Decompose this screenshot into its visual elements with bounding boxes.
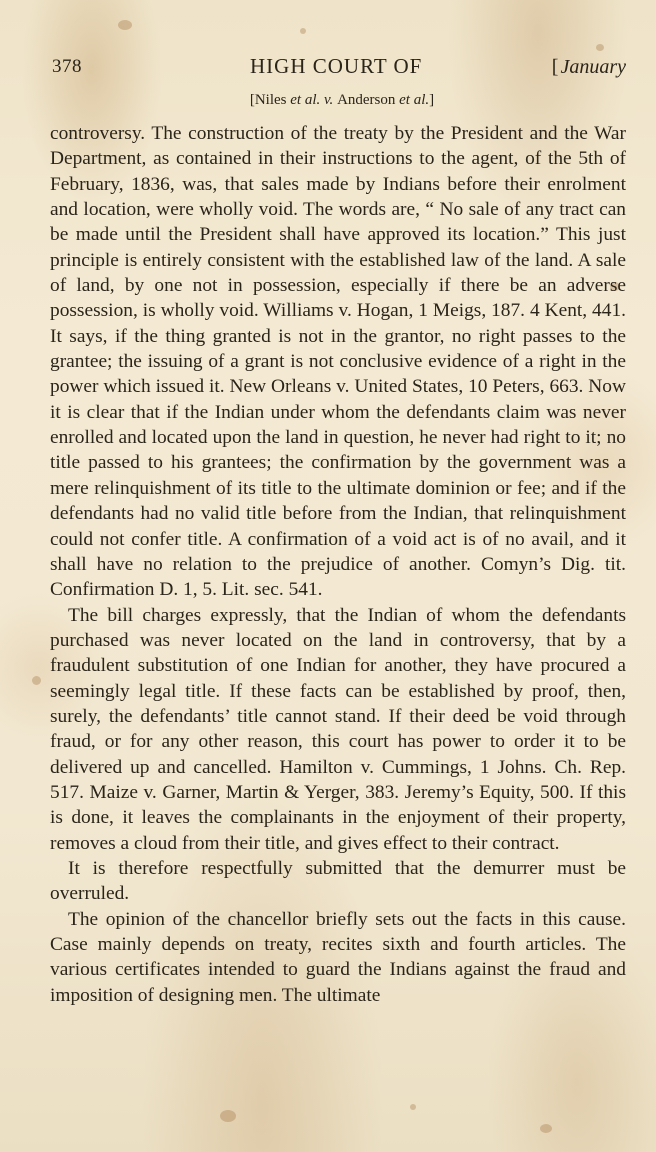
header-date [552,56,626,79]
page-header [0,52,656,84]
paragraph: The opinion of the chancellor briefly sets out the facts in this cause. Case mainly depends on treaty, recites sixth and fourth articles. The various certificates intended to guard the Indians against the fraud and imposition of designing men. The ultimate [50,908,626,1006]
caption-close-bracket: ] [429,92,435,108]
paragraph: controversy. The construction of the treaty by the President and the War Department, as contained in their instructions to the agent, of the 5th of February, 1836, was, that sales made by Indians before their enrolment and location, were wholly void. The words are, “ No sale of any tract can be made until the President shall have approved its location.” This just principle is entirely consistent with the established law of the land. A sale of land, by one not in possession, especially if there be an adverse possession, is wholly void. Williams v. Hogan, 1 Meigs, 187. 4 Kent, 441. It says, if the thing granted is not in the grantor, no right passes to the grantee; the issuing of a grant is not conclusive evidence of a right in the power which issued it. New Orleans v. United States, 10 Peters, 663. Now it is clear that if the Indian under whom the defendants claim was never enrolled and located upon the land in question, he never had right to it; no title passed to his grantees; the confirmation by the government was a mere relinquishment of its title to the ultimate dominion or fee; and if the defendants had no valid title before from the Indian, that relinquishment could not confer title. A confirmation of a void act is of no avail, and it shall have no relation to the prejudice of another. Comyn’s Dig. tit. Confirmation D. 1, 5. Lit. sec. 541. [50,123,626,601]
foxing-spot [540,1124,552,1133]
page-body [50,121,626,1008]
caption-et-al-2: et al. [399,92,430,108]
paragraph: The bill charges expressly, that the Indian of whom the defendants purchased was never located on the land in controversy, that by a fraudulent substitution of one Indian for another, they have procured a seemingly legal title. If these facts can be established by proof, then, surely, the defendants’ title cannot stand. If their deed be void through fraud, or for any other reason, this court has power to order it to be delivered up and cancelled. Hamilton v. Cummings, 1 Johns. Ch. Rep. 517. Maize v. Garner, Martin & Yerger, 383. Jeremy’s Equity, 500. If this is done, it leaves the complainants in the enjoyment of their property, removes a cloud from their title, and gives effect to their contract. [50,604,626,854]
caption-defendant: Anderson [337,92,400,108]
caption-open-bracket: [ [249,92,255,108]
header-date-bracket: [ [551,56,559,78]
foxing-spot [410,1104,416,1110]
paragraph: It is therefore respectfully submitted that the demurrer must be overruled. [50,857,626,905]
foxing-spot [300,28,306,34]
page-number: 378 [52,56,82,77]
foxing-spot [32,676,41,685]
foxing-spot [220,1110,236,1122]
foxing-spot [596,44,604,51]
header-date-text: January [560,56,626,78]
caption-et-al-1: et al. [290,92,321,108]
case-caption [0,92,656,109]
running-head: HIGH COURT OF [250,54,423,78]
foxing-spot [118,20,132,30]
caption-plaintiff: Niles [254,92,291,108]
caption-versus: v. [320,92,338,108]
